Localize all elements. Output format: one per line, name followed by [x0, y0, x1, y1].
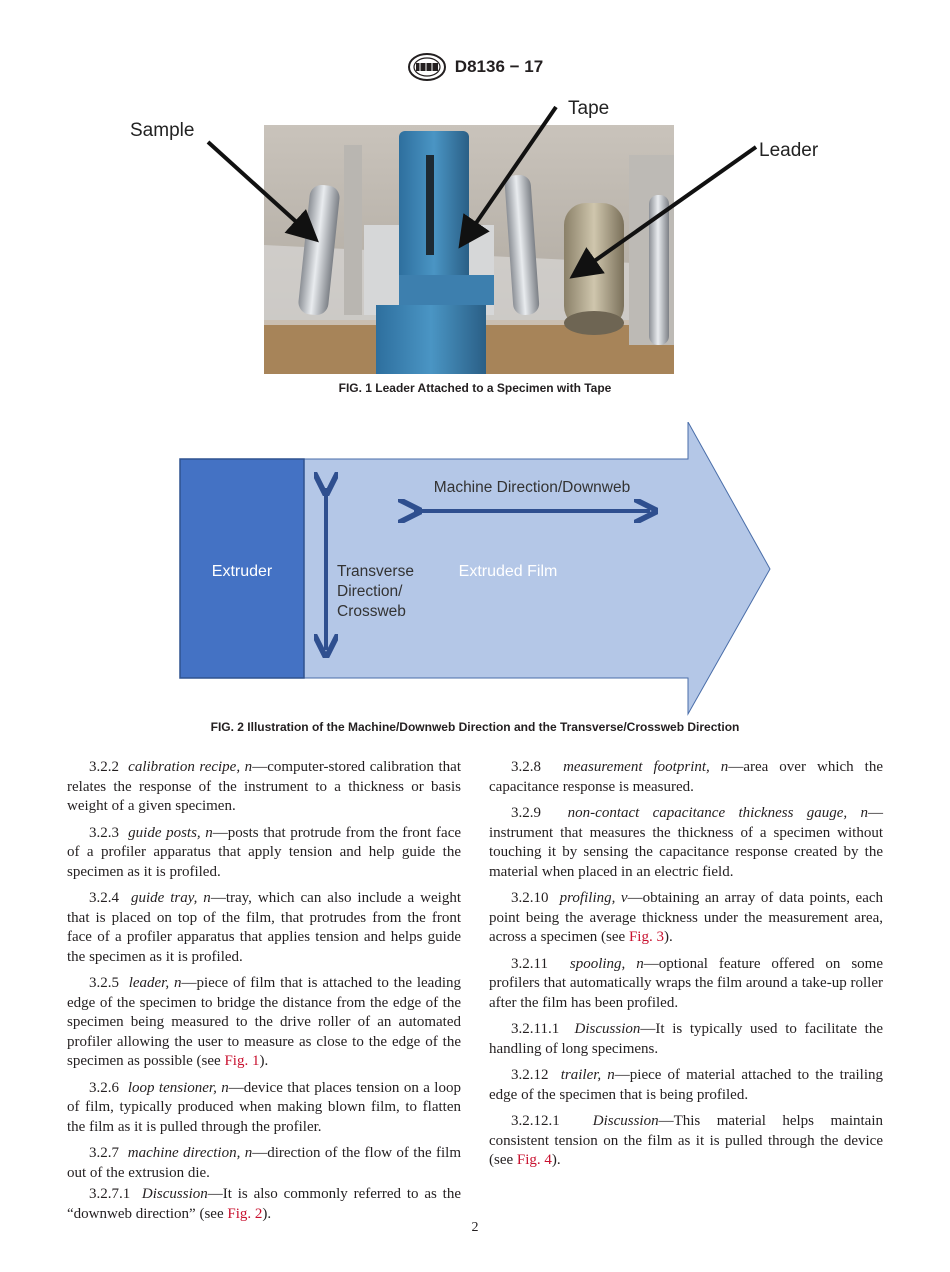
- transverse-line-3: Crossweb: [337, 603, 406, 620]
- discussion-3-2-12-1: 3.2.12.1 Discussion—This material helps maintain consistent tension on the film as it is pulled through the device (see Fig. 4).: [489, 1113, 883, 1168]
- figure-2-caption: FIG. 2 Illustration of the Machine/Downweb Direction and the Transverse/Crossweb Direction: [210, 720, 740, 734]
- figure-2: [178, 422, 774, 716]
- definition-3-2-11: 3.2.11 spooling, n—optional feature offered on some profilers that automatically wraps the film around a take-up roller after the film has been profiled.: [489, 955, 884, 1011]
- discussion-3-2-11-1: 3.2.11.1 Discussion—It is typically used to facilitate the handling of long specimens.: [489, 1021, 884, 1057]
- definition-3-2-2: 3.2.2 calibration recipe, n—computer-stored calibration that relates the response of the instrument to a thickness or basis weight of a given specimen.: [67, 759, 461, 814]
- sample-label: Sample: [130, 120, 195, 141]
- definition-3-2-5: 3.2.5 leader, n—piece of film that is attached to the leading edge of the specimen to bridge the distance from the edge of the specimen being measured to the drive roller of an automated profiler allowing the user to measure as close to the edge of the specimen as possible (see Fig. 1).: [67, 975, 461, 1069]
- figure-1-callout-arrows: [128, 92, 828, 382]
- page-number: 2: [471, 1220, 479, 1235]
- tape-label: Tape: [568, 98, 610, 119]
- astm-logo-icon: [407, 52, 447, 82]
- definition-3-2-8: 3.2.8 measurement footprint, n—area over which the capacitance response is measured.: [489, 759, 884, 795]
- sample-arrow: [208, 142, 313, 237]
- definition-3-2-9: 3.2.9 non-contact capacitance thickness gauge, n—instrument that measures the thickness of a specimen without touching it by sensing the capacitance response created by the material when placed in an electric field.: [489, 805, 883, 880]
- extruder-label: Extruder: [211, 563, 273, 580]
- transverse-line-2: Direction/: [337, 583, 403, 600]
- figure-1: [128, 92, 828, 382]
- tape-arrow: [463, 107, 556, 242]
- fig-3-link[interactable]: Fig. 3: [628, 929, 664, 945]
- figure-1-caption: FIG. 1 Leader Attached to a Specimen with Tape: [338, 381, 612, 395]
- page-header: [0, 52, 950, 82]
- definition-3-2-10: 3.2.10 profiling, v—obtaining an array of data points, each point being the average thickness under the measurement area, across a specimen (see Fig. 3).: [489, 890, 884, 945]
- discussion-3-2-7-1: 3.2.7.1 Discussion—It is also commonly referred to as the “downweb direction” (see Fig. 2).: [67, 1186, 462, 1222]
- fig-1-link[interactable]: Fig. 1: [224, 1053, 260, 1069]
- extruded-film-label: Extruded Film: [458, 563, 558, 580]
- left-column: [67, 758, 461, 1231]
- fig-2-link[interactable]: Fig. 2: [227, 1205, 263, 1222]
- machine-direction-label: Machine Direction/Downweb: [433, 479, 631, 496]
- transverse-line-1: Transverse: [337, 563, 414, 580]
- leader-arrow: [576, 147, 756, 274]
- leader-label: Leader: [759, 140, 819, 161]
- definition-3-2-7: 3.2.7 machine direction, n—direction of the flow of the film out of the extrusion die.: [67, 1145, 462, 1181]
- fig-4-link[interactable]: Fig. 4: [516, 1152, 552, 1168]
- definition-3-2-12: 3.2.12 trailer, n—piece of material attached to the trailing edge of the specimen that is being profiled.: [489, 1067, 884, 1103]
- definition-3-2-4: 3.2.4 guide tray, n—tray, which can also include a weight that is placed on top of the film, that protrudes from the front face of a profiler apparatus that applies tension and helps guide the specimen as it is profiled.: [67, 890, 461, 965]
- standard-designation: D8136 − 17: [454, 57, 544, 76]
- right-column: [489, 758, 883, 1178]
- definition-3-2-3: 3.2.3 guide posts, n—posts that protrude from the front face of a profiler apparatus that apply tension and help guide the specimen as it is profiled.: [67, 824, 462, 880]
- definition-3-2-6: 3.2.6 loop tensioner, n—device that places tension on a loop of film, typically produced when making blown film, to flatten the film as it is pulled through the profiler.: [67, 1079, 461, 1135]
